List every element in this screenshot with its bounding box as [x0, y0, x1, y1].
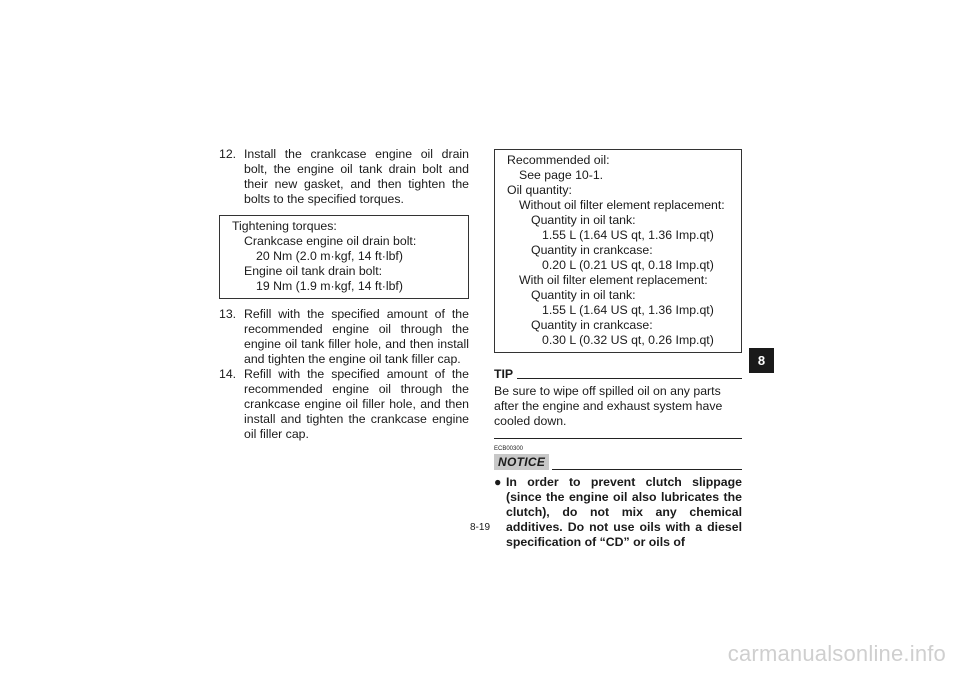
notice-heading	[494, 454, 742, 470]
tip-heading	[494, 367, 742, 382]
step-text: Refill with the specified amount of the recommended engine oil through the engine oil tank filler hole, and then install and tighten the engine oil tank filler cap.	[244, 307, 469, 366]
tip-rule	[517, 378, 742, 379]
tank-bolt-label: Engine oil tank drain bolt:	[244, 264, 383, 278]
step-14	[219, 367, 469, 442]
step-13	[219, 307, 469, 367]
with-filter-tank-label: Quantity in oil tank:	[531, 288, 636, 302]
bullet-icon: ●	[494, 475, 502, 489]
notice-rule	[552, 469, 742, 470]
recommended-oil-label: Recommended oil:	[507, 153, 610, 167]
oil-quantity-label: Oil quantity:	[507, 183, 572, 197]
notice-bullet-item	[494, 475, 742, 550]
crankcase-bolt-value: 20 Nm (2.0 m·kgf, 14 ft·lbf)	[256, 249, 403, 263]
without-filter-crankcase-value: 0.20 L (0.21 US qt, 0.18 Imp.qt)	[542, 258, 714, 272]
without-filter-tank-value: 1.55 L (1.64 US qt, 1.36 Imp.qt)	[542, 228, 714, 242]
right-column	[494, 149, 742, 550]
tip-end-rule	[494, 438, 742, 439]
tank-bolt-value: 19 Nm (1.9 m·kgf, 14 ft·lbf)	[256, 279, 403, 293]
step-text: Install the crankcase engine oil drain bolt, the engine oil tank drain bolt and their new gasket, and then tighten the bolts to the specified torques.	[244, 147, 469, 206]
notice-bullet-text: In order to prevent clutch slippage (since the engine oil also lubricates the clutch), do not mix any chemical additives. Do not use oils with a diesel specification of “CD” or oils of	[506, 475, 742, 549]
without-filter-label: Without oil filter element replacement:	[519, 198, 725, 212]
crankcase-bolt-label: Crankcase engine oil drain bolt:	[244, 234, 417, 248]
with-filter-label: With oil filter element replacement:	[519, 273, 708, 287]
with-filter-crankcase-value: 0.30 L (0.32 US qt, 0.26 Imp.qt)	[542, 333, 714, 347]
page-number: 8-19	[469, 522, 490, 533]
step-12	[219, 147, 469, 207]
step-number: 12.	[219, 147, 237, 161]
recommended-oil-value: See page 10-1.	[519, 168, 604, 182]
without-filter-tank-label: Quantity in oil tank:	[531, 213, 636, 227]
notice-badge: NOTICE	[494, 454, 549, 470]
notice-code: ECB00300	[494, 446, 524, 452]
without-filter-crankcase-label: Quantity in crankcase:	[531, 243, 653, 257]
left-column	[219, 147, 469, 442]
watermark: carmanualsonline.info	[727, 641, 946, 666]
torque-spec-box	[219, 215, 469, 299]
oil-spec-box	[494, 149, 742, 353]
with-filter-tank-value: 1.55 L (1.64 US qt, 1.36 Imp.qt)	[542, 303, 714, 317]
section-tab: 8	[749, 348, 774, 373]
step-text: Refill with the specified amount of the recommended engine oil through the crankcase engine oil filler hole, and then install and tighten the crankcase engine oil filler cap.	[244, 367, 469, 441]
step-number: 14.	[219, 367, 237, 381]
with-filter-crankcase-label: Quantity in crankcase:	[531, 318, 653, 332]
torque-title: Tightening torques:	[232, 219, 337, 233]
tip-label: TIP	[494, 367, 514, 381]
tip-text: Be sure to wipe off spilled oil on any parts after the engine and exhaust system have cooled down.	[494, 384, 723, 428]
step-number: 13.	[219, 307, 237, 321]
